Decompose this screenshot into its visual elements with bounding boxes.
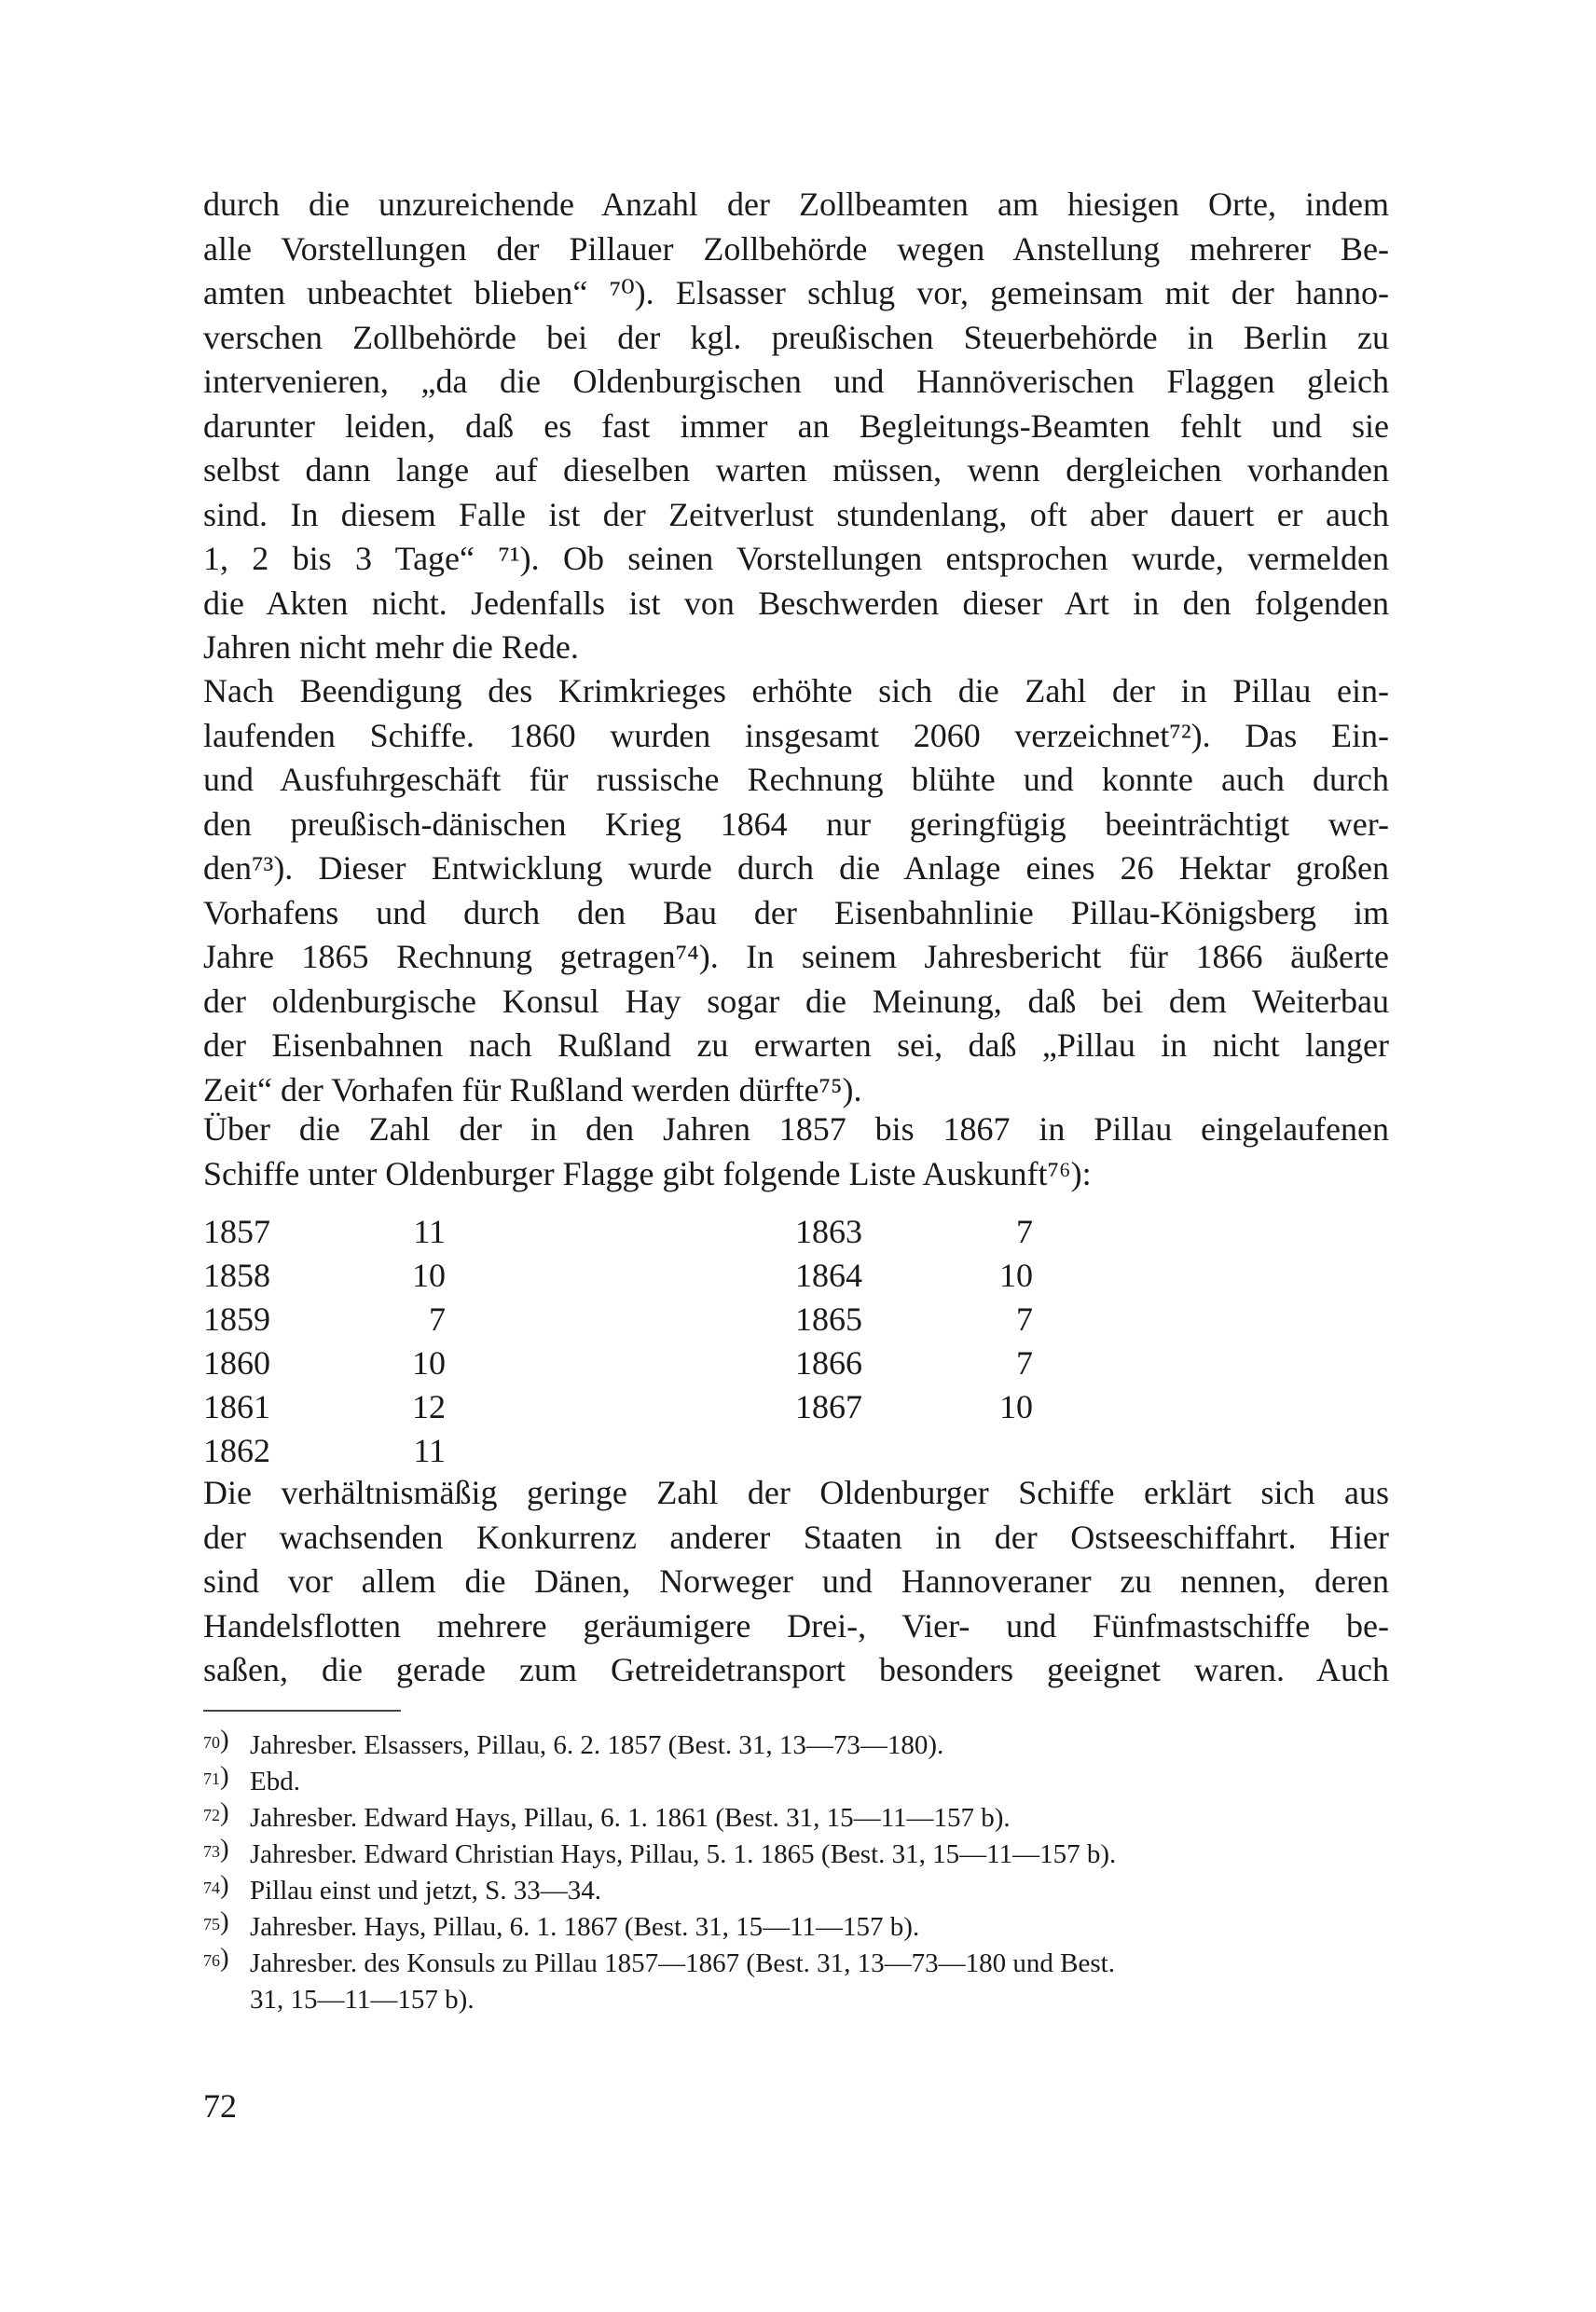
text-line: Jahren nicht mehr die Rede. — [203, 628, 579, 666]
text-line: saßen, die gerade zum Getreidetransport besonders geeignet waren. Auch — [203, 1651, 1389, 1688]
footnote — [203, 1906, 1396, 1946]
footnote-number: 70) — [203, 1725, 229, 1755]
footnote-text: 31, 15—11—157 b). — [250, 1985, 475, 2015]
text-line: Über die Zahl der in den Jahren 1857 bis 1867 in Pillau eingelaufenen — [203, 1110, 1389, 1148]
text-line: selbst dann lange auf dieselben warten müssen, wenn dergleichen vorhanden — [203, 451, 1389, 489]
table-row — [203, 1298, 1135, 1342]
footnote — [203, 1834, 1396, 1873]
footnote-text: Jahresber. Elsassers, Pillau, 6. 2. 1857 (Best. 31, 13—73—180). — [250, 1730, 944, 1760]
year-cell: 1867 — [795, 1388, 862, 1425]
text-line: alle Vorstellungen der Pillauer Zollbehörde wegen Anstellung mehrerer Be- — [203, 229, 1389, 268]
count-cell: 7 — [1016, 1344, 1033, 1382]
footnote-text: Jahresber. des Konsuls zu Pillau 1857—1867 (Best. 31, 13—73—180 und Best. — [250, 1948, 1115, 1978]
footnote-number: 71) — [203, 1761, 229, 1791]
text-line: Jahre 1865 Rechnung getragen⁷⁴). In seinem Jahresbericht für 1866 äußerte — [203, 938, 1389, 975]
text-line: 1, 2 bis 3 Tage“ ⁷¹). Ob seinen Vorstellungen entsprochen wurde, vermelden — [203, 540, 1389, 577]
text-line: den preußisch-dänischen Krieg 1864 nur geringfügig beeinträchtigt wer- — [203, 805, 1389, 843]
footnote-text: Jahresber. Hays, Pillau, 6. 1. 1867 (Best. 31, 15—11—157 b). — [250, 1912, 920, 1942]
paragraph-3 — [203, 1108, 1389, 1196]
count-cell: 12 — [412, 1388, 446, 1425]
text-line: laufenden Schiffe. 1860 wurden insgesamt 2060 verzeichnet⁷²). Das Ein- — [203, 716, 1389, 754]
text-line: der wachsenden Konkurrenz anderer Staaten in der Ostseeschiffahrt. Hier — [203, 1518, 1389, 1556]
footnote-separator — [203, 1710, 401, 1712]
text-line: sind vor allem die Dänen, Norweger und Hannoveraner zu nennen, deren — [203, 1562, 1389, 1600]
page-number: 72 — [203, 2087, 237, 2125]
footnote-text: Jahresber. Edward Christian Hays, Pillau, 5. 1. 1865 (Best. 31, 15—11—157 b). — [250, 1839, 1117, 1869]
year-cell: 1858 — [203, 1257, 270, 1294]
text-line: Zeit“ der Vorhafen für Rußland werden dürfte⁷⁵). — [203, 1070, 862, 1108]
year-cell: 1857 — [203, 1213, 270, 1250]
year-cell: 1864 — [795, 1257, 862, 1294]
year-cell: 1859 — [203, 1300, 270, 1338]
count-cell: 7 — [429, 1300, 446, 1338]
count-cell: 10 — [412, 1344, 446, 1382]
paragraph-2 — [203, 669, 1389, 1112]
year-cell: 1865 — [795, 1300, 862, 1338]
count-cell: 7 — [1016, 1300, 1033, 1338]
footnote-number: 76) — [203, 1943, 229, 1973]
footnote-text: Ebd. — [250, 1767, 300, 1796]
text-line: Die verhältnismäßig geringe Zahl der Oldenburger Schiffe erklärt sich aus — [203, 1474, 1389, 1511]
text-line: die Akten nicht. Jedenfalls ist von Beschwerden dieser Art in den folgenden — [203, 584, 1389, 622]
year-cell: 1862 — [203, 1432, 270, 1469]
ship-count-table — [203, 1210, 1135, 1473]
table-row — [203, 1254, 1135, 1298]
count-cell: 7 — [1016, 1213, 1033, 1250]
count-cell: 11 — [413, 1213, 446, 1250]
text-line: Vorhafens und durch den Bau der Eisenbahnlinie Pillau-Königsberg im — [203, 893, 1389, 931]
year-cell: 1866 — [795, 1344, 862, 1382]
count-cell: 10 — [412, 1257, 446, 1294]
table-row — [203, 1342, 1135, 1385]
text-line: intervenieren, „da die Oldenburgischen und Hannöverischen Flaggen gleich — [203, 363, 1389, 400]
footnote — [203, 1943, 1396, 2018]
footnote-text: Jahresber. Edward Hays, Pillau, 6. 1. 1861 (Best. 31, 15—11—157 b). — [250, 1803, 1011, 1833]
footnote-number: 72) — [203, 1797, 229, 1827]
text-line: den⁷³). Dieser Entwicklung wurde durch die Anlage eines 26 Hektar großen — [203, 849, 1389, 887]
text-line: der Eisenbahnen nach Rußland zu erwarten sei, daß „Pillau in nicht langer — [203, 1026, 1389, 1064]
footnote-number: 75) — [203, 1906, 229, 1936]
footnote-number: 73) — [203, 1834, 229, 1864]
footnote — [203, 1870, 1396, 1909]
paragraph-1 — [203, 183, 1389, 670]
text-line: und Ausfuhrgeschäft für russische Rechnung blühte und konnte auch durch — [203, 761, 1389, 798]
count-cell: 10 — [999, 1388, 1033, 1425]
count-cell: 11 — [413, 1432, 446, 1469]
table-row — [203, 1210, 1135, 1254]
footnote — [203, 1797, 1396, 1837]
year-cell: 1861 — [203, 1388, 270, 1425]
table-row — [203, 1385, 1135, 1429]
text-line: Handelsflotten mehrere geräumigere Drei-, Vier- und Fünfmastschiffe be- — [203, 1606, 1389, 1645]
text-line: amten unbeachtet blieben“ ⁷⁰). Elsasser schlug vor, gemeinsam mit der hanno- — [203, 274, 1389, 311]
text-line: Schiffe unter Oldenburger Flagge gibt folgende Liste Auskunft⁷⁶): — [203, 1154, 1092, 1192]
paragraph-4 — [203, 1471, 1389, 1693]
year-cell: 1860 — [203, 1344, 270, 1382]
footnote — [203, 1761, 1396, 1800]
count-cell: 10 — [999, 1257, 1033, 1294]
text-line: sind. In diesem Falle ist der Zeitverlust stundenlang, oft aber dauert er auch — [203, 495, 1389, 533]
text-line: verschen Zollbehörde bei der kgl. preußischen Steuerbehörde in Berlin zu — [203, 318, 1389, 356]
text-line: Nach Beendigung des Krimkrieges erhöhte sich die Zahl der in Pillau ein- — [203, 672, 1389, 709]
text-line: durch die unzureichende Anzahl der Zollbeamten am hiesigen Orte, indem — [203, 186, 1389, 223]
year-cell: 1863 — [795, 1213, 862, 1250]
text-line: der oldenburgische Konsul Hay sogar die Meinung, daß bei dem Weiterbau — [203, 982, 1389, 1020]
footnote-text: Pillau einst und jetzt, S. 33—34. — [250, 1876, 601, 1906]
table-row — [203, 1429, 1135, 1473]
footnote — [203, 1727, 1396, 1764]
footnotes — [203, 1727, 1396, 2018]
text-line: darunter leiden, daß es fast immer an Begleitungs-Beamten fehlt und sie — [203, 406, 1389, 445]
footnote-number: 74) — [203, 1870, 229, 1900]
